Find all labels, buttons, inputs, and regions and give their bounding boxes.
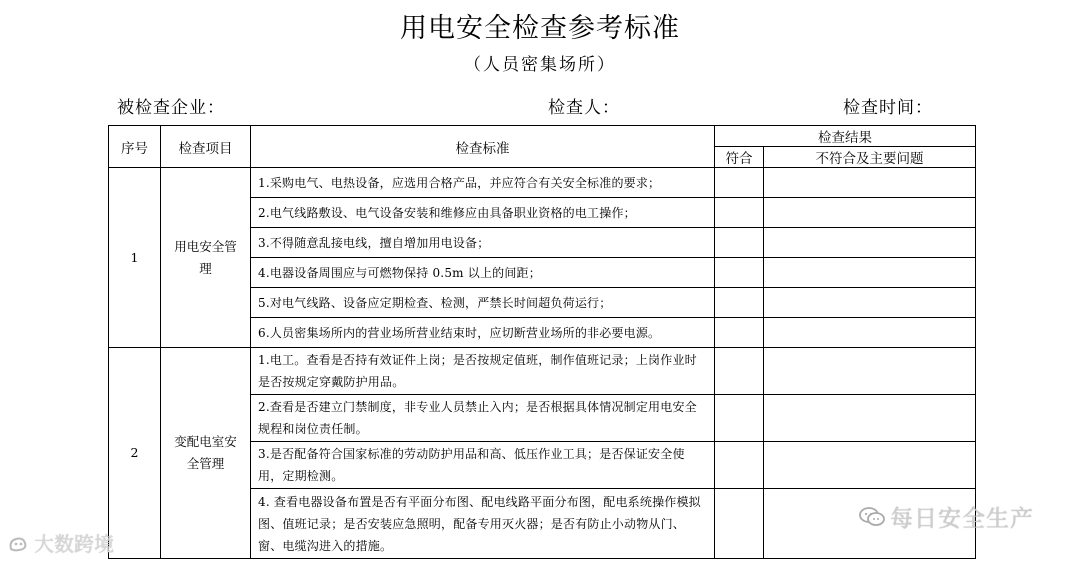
inspector-label: 检查人： [548, 98, 620, 118]
nonconform-cell[interactable] [764, 318, 976, 348]
nonconform-cell[interactable] [764, 348, 976, 395]
nonconform-cell[interactable] [764, 442, 976, 489]
conform-cell[interactable] [715, 168, 764, 198]
header-result: 检查结果 [715, 126, 976, 147]
wechat-icon [858, 506, 886, 528]
header-standard: 检查标准 [251, 126, 715, 168]
watermark-left-text: 大数跨境 [34, 532, 114, 556]
conform-cell[interactable] [715, 442, 764, 489]
check-item: 用电安全管理 [161, 168, 251, 348]
standard-text: 2.电气线路敷设、电气设备安装和维修应由具备职业资格的电工操作； [251, 198, 715, 228]
standard-text: 5.对电气线路、设备应定期检查、检测，严禁长时间超负荷运行； [251, 288, 715, 318]
watermark-right [858, 500, 1034, 533]
header-nonconform: 不符合及主要问题 [764, 147, 976, 168]
standard-text: 4. 查看电器设备布置是否有平面分布图、配电线路平面分布图，配电系统操作模拟图、值班记录；是否安装应急照明，配备专用灭火器；是否有防止小动物从门、窗、电缆沟进入的措施。 [251, 489, 715, 559]
standard-text: 2.查看是否建立门禁制度，非专业人员禁止入内；是否根据具体情况制定用电安全规程和岗位责任制。 [251, 395, 715, 442]
inspection-table [108, 125, 976, 559]
standard-text: 6.人员密集场所内的营业场所营业结束时，应切断营业场所的非必要电源。 [251, 318, 715, 348]
conform-cell[interactable] [715, 395, 764, 442]
nonconform-cell[interactable] [764, 395, 976, 442]
nonconform-cell[interactable] [764, 258, 976, 288]
row-number: 2 [109, 348, 161, 559]
nonconform-cell[interactable] [764, 168, 976, 198]
standard-text: 4.电器设备周围应与可燃物保持 0.5m 以上的间距； [251, 258, 715, 288]
brand-logo-icon [8, 535, 30, 553]
check-item: 变配电室安全管理 [161, 348, 251, 559]
header-item: 检查项目 [161, 126, 251, 168]
document-title: 用电安全检查参考标准 [400, 13, 680, 44]
conform-cell[interactable] [715, 198, 764, 228]
table-row [109, 348, 976, 395]
header-conform: 符合 [715, 147, 764, 168]
table-row [109, 168, 976, 198]
nonconform-cell[interactable] [764, 288, 976, 318]
inspection-time-label: 检查时间： [843, 98, 933, 118]
inspected-company-label: 被检查企业： [117, 98, 225, 118]
standard-text: 3.不得随意乱接电线，擅自增加用电设备； [251, 228, 715, 258]
conform-cell[interactable] [715, 228, 764, 258]
conform-cell[interactable] [715, 318, 764, 348]
header-no: 序号 [109, 126, 161, 168]
conform-cell[interactable] [715, 489, 764, 559]
document-subtitle: （人员密集场所） [464, 55, 616, 75]
conform-cell[interactable] [715, 288, 764, 318]
watermark-left [8, 528, 114, 557]
watermark-right-text: 每日安全生产 [890, 506, 1034, 532]
row-number: 1 [109, 168, 161, 348]
nonconform-cell[interactable] [764, 198, 976, 228]
nonconform-cell[interactable] [764, 228, 976, 258]
standard-text: 1.采购电气、电热设备，应选用合格产品，并应符合有关安全标准的要求； [251, 168, 715, 198]
standard-text: 1.电工。查看是否持有效证件上岗；是否按规定值班，制作值班记录；上岗作业时是否按规定穿戴防护用品。 [251, 348, 715, 395]
conform-cell[interactable] [715, 258, 764, 288]
standard-text: 3.是否配备符合国家标准的劳动防护用品和高、低压作业工具；是否保证安全使用，定期检测。 [251, 442, 715, 489]
conform-cell[interactable] [715, 348, 764, 395]
